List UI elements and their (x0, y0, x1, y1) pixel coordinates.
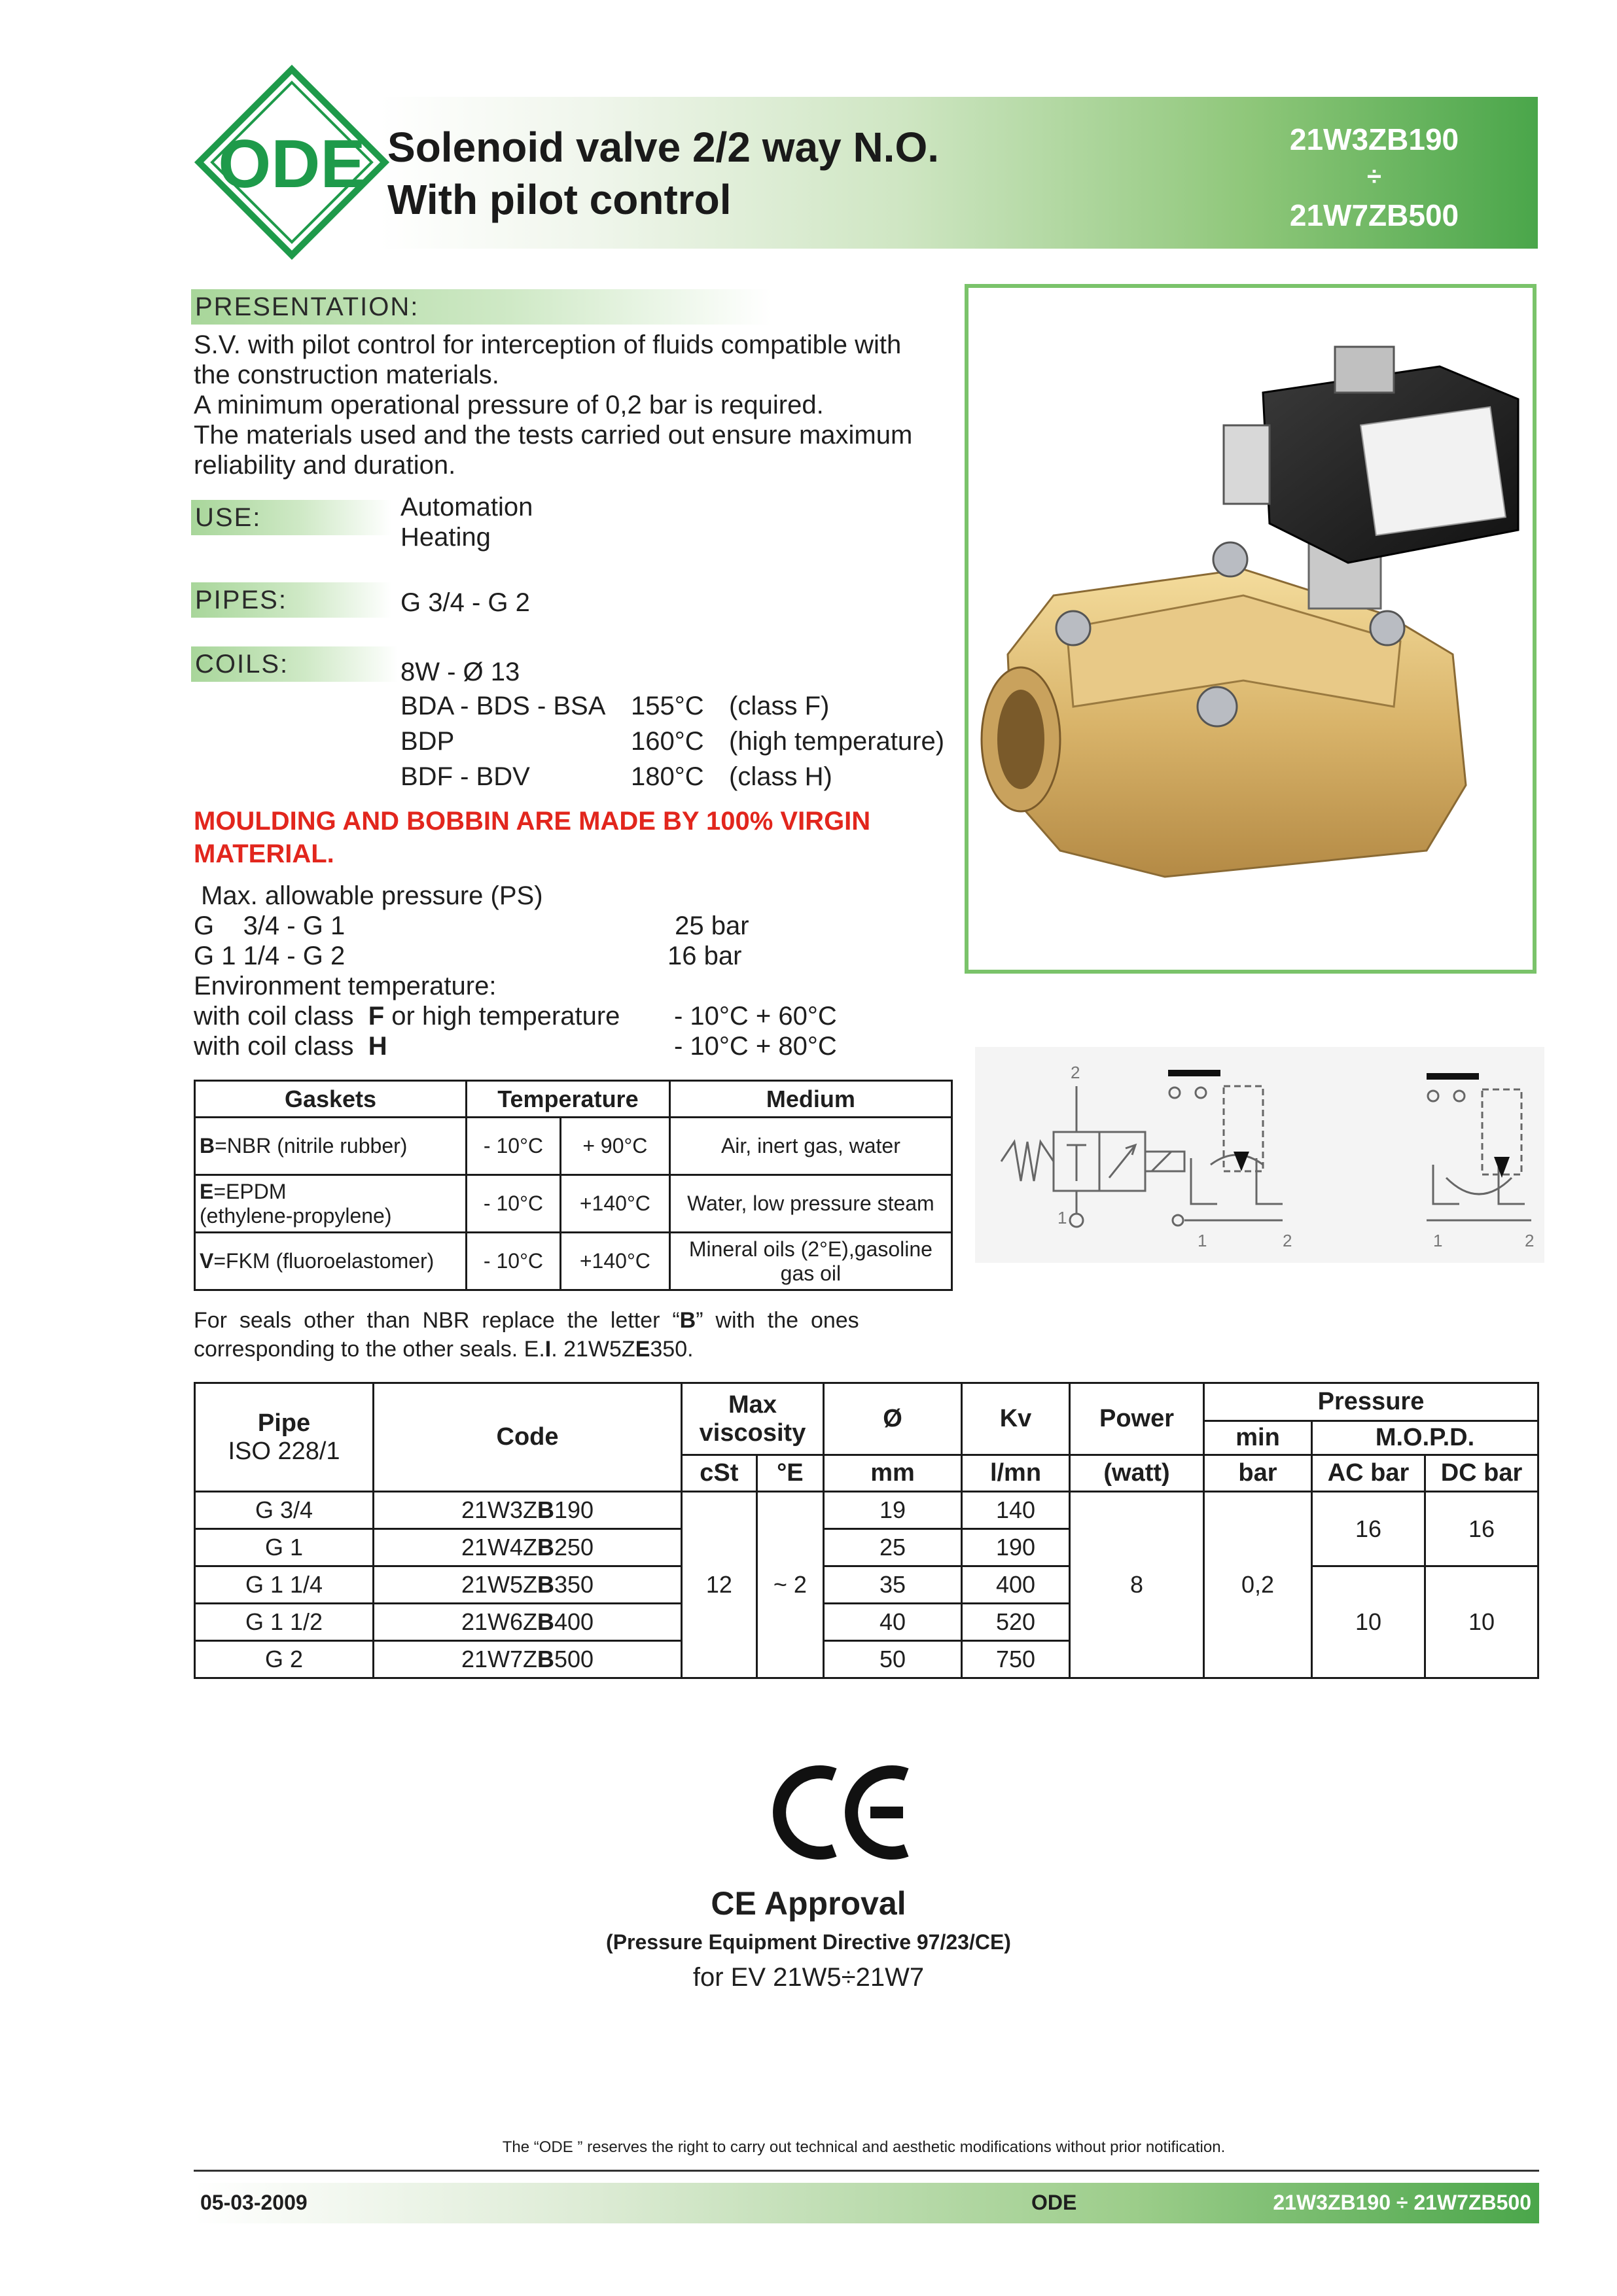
code-suffix: 190 (554, 1496, 594, 1523)
seal-note-line (194, 1306, 946, 1335)
coil-name: BDA - BDS - BSA (400, 692, 606, 720)
viscosity-cst: 12 (682, 1492, 757, 1678)
coil-temp: 180°C (631, 762, 704, 791)
disclaimer: The “ODE ” reserves the right to carry out technical and aesthetic modifications without prior notification. (502, 2138, 1226, 2156)
pressure-title: Max. allowable pressure (PS) (194, 881, 543, 910)
pipe-size: G 1 (195, 1529, 374, 1566)
note-text: . 21W5Z (551, 1337, 635, 1362)
code-prefix: 21W4Z (461, 1534, 537, 1561)
col-dc: DC bar (1425, 1455, 1538, 1492)
gasket-material-detail: (ethylene-propylene) (200, 1203, 392, 1227)
table-row (195, 1233, 952, 1290)
port-label: 1 (1057, 1208, 1067, 1227)
coil-class: (class H) (729, 762, 832, 791)
gasket-material: =NBR (nitrile rubber) (215, 1134, 408, 1157)
ode-logo (194, 64, 390, 260)
table-header-row (195, 1081, 952, 1118)
coils-power: 8W - Ø 13 (400, 658, 520, 686)
kv: 520 (962, 1604, 1070, 1641)
temp-max: + 90°C (560, 1118, 669, 1175)
gasket-name (195, 1175, 467, 1233)
code-seal-letter: B (537, 1496, 554, 1523)
coil-class: (high temperature) (729, 727, 945, 756)
table-header-row (195, 1383, 1538, 1421)
valve-symbols (975, 1047, 1544, 1263)
env-temp-value: - 10°C + 80°C (674, 1032, 837, 1061)
code-prefix: 21W6Z (461, 1608, 537, 1635)
model-range-end: 21W7ZB500 (1289, 198, 1459, 232)
min-pressure: 0,2 (1204, 1492, 1312, 1678)
env-temp-row (194, 1031, 946, 1061)
pressure-value: 16 bar (667, 942, 742, 970)
ce-approval-title: CE Approval (711, 1885, 906, 1922)
medium-line: Mineral oils (2°E),gasoline (688, 1237, 933, 1261)
page-title-line2: With pilot control (387, 176, 732, 223)
temp-max: +140°C (560, 1233, 669, 1290)
env-temp-row (194, 1001, 946, 1031)
port-label: 1 (1433, 1231, 1443, 1250)
ce-mark-icon (772, 1760, 916, 1865)
col-code: Code (374, 1383, 682, 1492)
diameter: 35 (824, 1566, 962, 1604)
product-code (374, 1566, 682, 1604)
code-prefix: 21W5Z (461, 1571, 537, 1598)
col-mm: mm (824, 1455, 962, 1492)
ce-scope: for EV 21W5÷21W7 (692, 1963, 925, 1992)
pressure-pipe: G 1 1/4 - G 2 (194, 942, 346, 970)
coil-class: (class F) (729, 692, 830, 720)
note-bold: E (635, 1337, 650, 1362)
code-seal-letter: B (537, 1534, 554, 1561)
mopd-dc: 10 (1425, 1566, 1538, 1678)
power: 8 (1070, 1492, 1204, 1678)
code-seal-letter: B (537, 1646, 554, 1672)
col-medium: Medium (669, 1081, 951, 1118)
product-code (374, 1529, 682, 1566)
env-temp-title: Environment temperature: (194, 972, 497, 1000)
temp-min: - 10°C (467, 1233, 561, 1290)
use-item: Heating (400, 523, 491, 552)
table-row (195, 1566, 1538, 1604)
presentation-text (194, 330, 912, 480)
table-row (195, 1492, 1538, 1529)
pressure-value: 25 bar (667, 911, 749, 940)
medium (669, 1233, 951, 1290)
product-code (374, 1492, 682, 1529)
note-text: 350. (650, 1337, 694, 1362)
code-suffix: 500 (554, 1646, 594, 1672)
env-label-pre: with coil class (194, 1002, 368, 1031)
note-text: ” with the ones (696, 1308, 859, 1333)
col-diameter: Ø (824, 1383, 962, 1455)
col-viscosity: Max viscosity (682, 1383, 824, 1455)
gaskets-table (194, 1080, 953, 1291)
table-row (195, 1175, 952, 1233)
col-lmn: l/mn (962, 1455, 1070, 1492)
code-suffix: 350 (554, 1571, 594, 1598)
col-mopd: M.O.P.D. (1312, 1421, 1538, 1455)
pipe-size: G 3/4 (195, 1492, 374, 1529)
col-cst: cSt (682, 1455, 757, 1492)
notice-line: MATERIAL. (194, 839, 334, 868)
col-pipe (195, 1383, 374, 1492)
footer-brand: ODE (1031, 2191, 1077, 2214)
env-class-letter: F (368, 1002, 385, 1031)
coil-name: BDP (400, 727, 455, 756)
col-ac: AC bar (1312, 1455, 1425, 1492)
diameter: 25 (824, 1529, 962, 1566)
mopd-ac: 16 (1312, 1492, 1425, 1566)
open-section-diagram (1427, 1076, 1531, 1220)
pipe-size: G 1 1/2 (195, 1604, 374, 1641)
pressure-row (194, 911, 946, 941)
ce-directive: (Pressure Equipment Directive 97/23/CE) (606, 1930, 1011, 1954)
notice-line: MOULDING AND BOBBIN ARE MADE BY 100% VIRGIN (194, 807, 871, 836)
arrow-down-icon (1234, 1152, 1249, 1171)
gasket-name (195, 1233, 467, 1290)
pipe-size: G 2 (195, 1641, 374, 1678)
virgin-material-notice (194, 805, 870, 870)
col-temperature: Temperature (467, 1081, 670, 1118)
diameter: 19 (824, 1492, 962, 1529)
pressure-block (194, 881, 946, 1061)
mopd-ac: 10 (1312, 1566, 1425, 1678)
table-row (195, 1118, 952, 1175)
pressure-row (194, 941, 946, 971)
env-temp-label (194, 1031, 387, 1061)
footer-date: 05-03-2009 (200, 2191, 308, 2214)
diameter: 40 (824, 1604, 962, 1641)
kv: 140 (962, 1492, 1070, 1529)
kv: 750 (962, 1641, 1070, 1678)
code-prefix: 21W3Z (461, 1496, 537, 1523)
pipes-value: G 3/4 - G 2 (400, 588, 530, 617)
col-power: Power (1070, 1383, 1204, 1455)
col-engler: °E (756, 1455, 823, 1492)
medium: Water, low pressure steam (669, 1175, 951, 1233)
presentation-line: A minimum operational pressure of 0,2 bar is required. (194, 391, 824, 419)
col-bar: bar (1204, 1455, 1312, 1492)
temp-min: - 10°C (467, 1118, 561, 1175)
diameter: 50 (824, 1641, 962, 1678)
note-bold: B (679, 1308, 696, 1333)
pipe-size: G 1 1/4 (195, 1566, 374, 1604)
medium: Air, inert gas, water (669, 1118, 951, 1175)
code-seal-letter: B (537, 1571, 554, 1598)
footer-divider (194, 2170, 1539, 2172)
use-items (400, 492, 533, 552)
gasket-name (195, 1118, 467, 1175)
temp-max: +140°C (560, 1175, 669, 1233)
viscosity-engler: ~ 2 (756, 1492, 823, 1678)
col-kv: Kv (962, 1383, 1070, 1455)
pipe-standard: ISO 228/1 (228, 1437, 340, 1465)
kv: 190 (962, 1529, 1070, 1566)
coil-temp: 160°C (631, 727, 704, 756)
presentation-line: reliability and duration. (194, 451, 456, 480)
col-watt: (watt) (1070, 1455, 1204, 1492)
specifications-table (194, 1382, 1539, 1679)
note-text: For seals other than NBR replace the letter “ (194, 1308, 680, 1333)
page-title-line1: Solenoid valve 2/2 way N.O. (387, 124, 939, 171)
col-pressure: Pressure (1204, 1383, 1538, 1421)
env-temp-value: - 10°C + 60°C (674, 1002, 837, 1031)
gasket-code: V (200, 1249, 214, 1273)
port-label: 2 (1071, 1063, 1080, 1082)
valve-illustration (968, 288, 1533, 970)
gasket-material: =FKM (fluoroelastomer) (213, 1249, 435, 1273)
gasket-material: =EPDM (213, 1179, 287, 1203)
port-label: 2 (1283, 1231, 1292, 1250)
note-text: corresponding to the other seals. E. (194, 1337, 545, 1362)
closed-section-diagram (1168, 1073, 1283, 1226)
temp-min: - 10°C (467, 1175, 561, 1233)
coil-name: BDF - BDV (400, 762, 530, 791)
use-label: USE: (191, 500, 391, 535)
presentation-line: The materials used and the tests carried out ensure maximum (194, 421, 913, 450)
pressure-pipe: G 3/4 - G 1 (194, 911, 346, 940)
code-suffix: 250 (554, 1534, 594, 1561)
port-label: 2 (1525, 1231, 1535, 1250)
code-prefix: 21W7Z (461, 1646, 537, 1672)
port-label: 1 (1198, 1231, 1207, 1250)
col-min: min (1204, 1421, 1312, 1455)
presentation-line: S.V. with pilot control for interception of fluids compatible with (194, 330, 902, 359)
env-class-letter: H (368, 1032, 387, 1061)
logo-letters: ODE (218, 126, 366, 202)
code-suffix: 400 (554, 1608, 594, 1635)
model-range-start: 21W3ZB190 (1289, 122, 1459, 156)
coils-label: COILS: (191, 646, 398, 682)
product-photo-frame (965, 284, 1537, 974)
col-gaskets: Gaskets (195, 1081, 467, 1118)
model-range-divider: ÷ (1367, 162, 1381, 191)
env-temp-label (194, 1001, 620, 1031)
note-bold: I (544, 1337, 552, 1362)
presentation-line: the construction materials. (194, 361, 499, 389)
mopd-dc: 16 (1425, 1492, 1538, 1566)
iso-symbol (1001, 1086, 1184, 1227)
pipe-header: Pipe (257, 1409, 311, 1437)
coil-temp: 155°C (631, 692, 704, 720)
footer-model-range: 21W3ZB190 ÷ 21W7ZB500 (1273, 2191, 1531, 2214)
product-code (374, 1641, 682, 1678)
medium-line: gas oil (780, 1261, 842, 1285)
kv: 400 (962, 1566, 1070, 1604)
gasket-code: E (200, 1179, 214, 1203)
presentation-label: PRESENTATION: (191, 289, 771, 325)
gasket-code: B (200, 1134, 215, 1157)
pipes-label: PIPES: (191, 582, 391, 618)
seal-note-line (194, 1335, 946, 1364)
use-item: Automation (400, 493, 533, 521)
product-code (374, 1604, 682, 1641)
env-label-post: or high temperature (384, 1002, 620, 1031)
seal-note (194, 1306, 946, 1364)
env-label-pre: with coil class (194, 1032, 368, 1061)
code-seal-letter: B (537, 1608, 554, 1635)
